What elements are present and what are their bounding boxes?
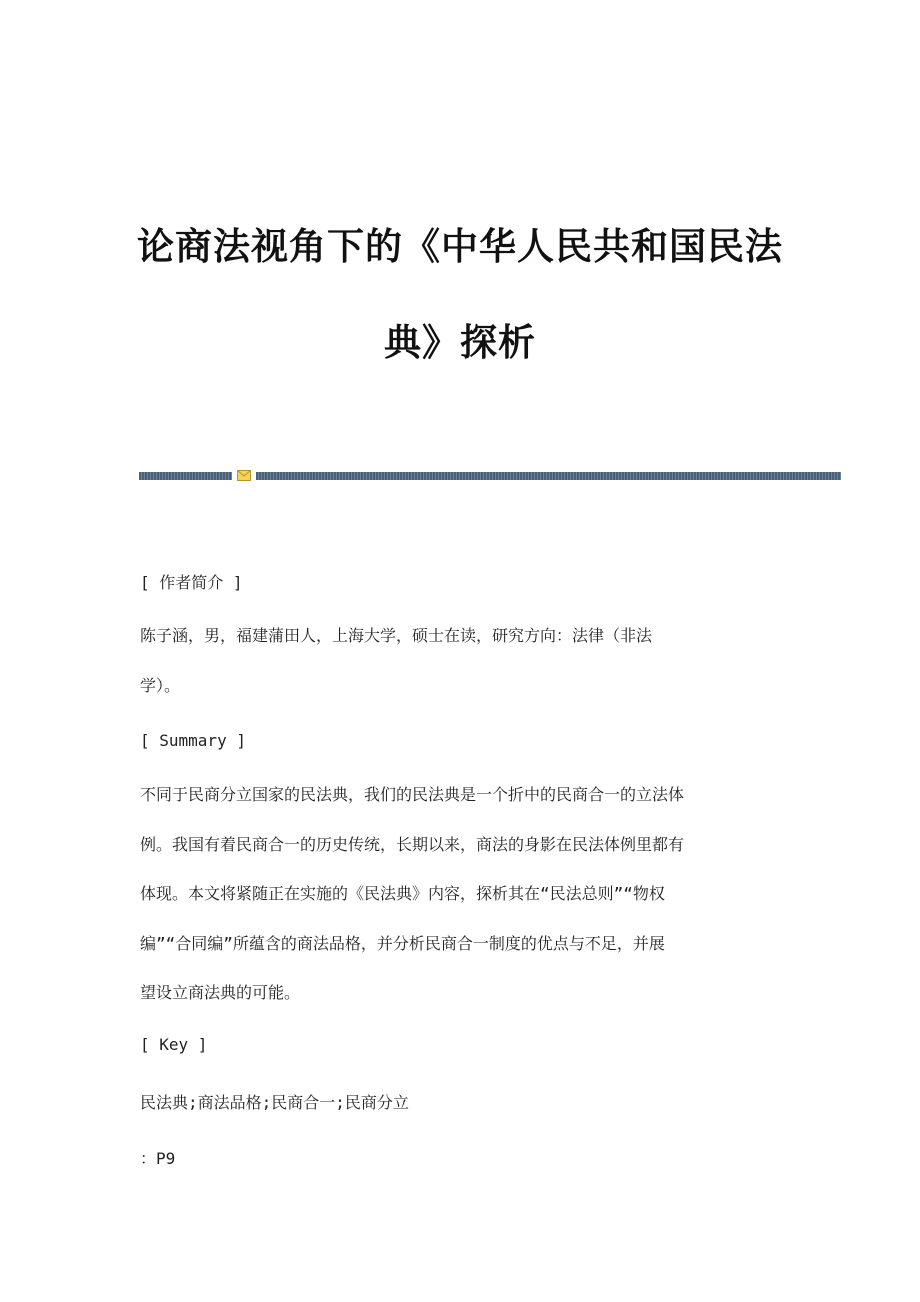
summary-line: 编”“合同编”所蕴含的商法品格，并分析民商合一制度的优点与不足，并展 xyxy=(140,933,665,953)
author-line: 学）。 xyxy=(140,675,181,695)
keywords: 民法典;商法品格;民商合一;民商分立 xyxy=(140,1093,409,1112)
divider-bar-left xyxy=(139,472,232,480)
summary-line: 不同于民商分立国家的民法典，我们的民法典是一个折中的民商合一的立法体 xyxy=(140,785,685,804)
summary-line: 望设立商法典的可能。 xyxy=(140,983,301,1002)
author-line: 陈子涵，男，福建蒲田人，上海大学，硕士在读，研究方向：法律（非法 xyxy=(140,626,653,645)
title-divider xyxy=(139,469,841,483)
document-title-line-2: 典》探析 xyxy=(384,321,536,364)
page-reference: ：P9 xyxy=(140,1149,176,1168)
summary-line: 例。我国有着民商合一的历史传统，长期以来，商法的身影在民法体例里都有 xyxy=(140,834,685,854)
divider-bar-right xyxy=(256,472,841,480)
document-title-line-1: 论商法视角下的《中华人民共和国民法 xyxy=(137,225,783,268)
key-heading: [ Key ] xyxy=(140,1035,208,1054)
summary-heading: [ Summary ] xyxy=(140,731,246,750)
author-info xyxy=(140,626,776,725)
envelope-ornament-icon xyxy=(237,470,251,481)
author-heading: [ 作者简介 ] xyxy=(140,573,243,592)
summary-line: 体现。本文将紧随正在实施的《民法典》内容，探析其在“民法总则”“物权 xyxy=(140,884,665,903)
summary-text xyxy=(140,785,776,1033)
